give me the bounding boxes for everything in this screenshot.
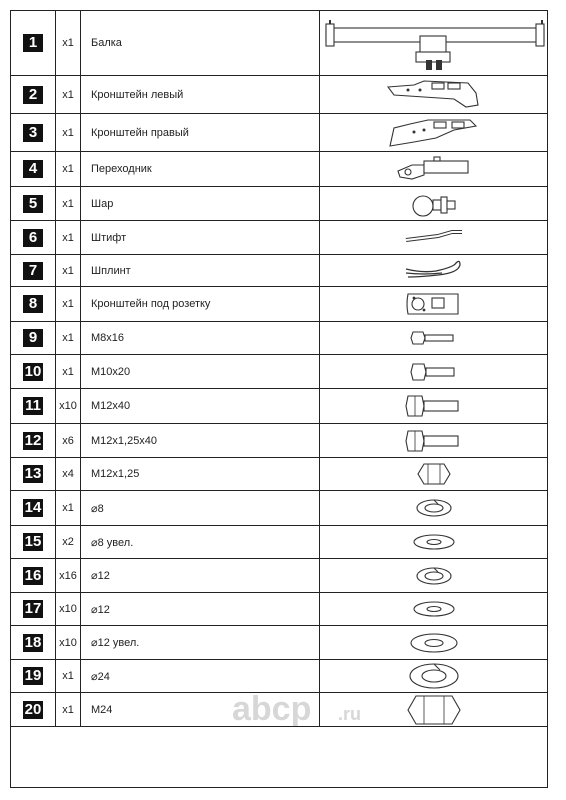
socket-bracket-icon (320, 290, 547, 318)
part-number-cell (11, 255, 56, 287)
part-name: M8x16 (81, 322, 320, 355)
part-image-cell (320, 322, 548, 355)
part-number: 12 (24, 431, 42, 449)
part-number: 16 (24, 566, 42, 584)
part-quantity: x10 (56, 389, 81, 424)
part-number: 18 (24, 633, 42, 651)
part-number-cell (11, 491, 56, 526)
part-name: M12x1,25x40 (81, 424, 320, 458)
part-number-cell (11, 114, 56, 152)
adapter-icon (320, 155, 547, 183)
part-number: 3 (23, 124, 43, 142)
part-number: 1 (23, 34, 43, 52)
part-quantity: x10 (56, 593, 81, 626)
part-name: ⌀12 увел. (81, 626, 320, 660)
cotter-pin-icon (320, 259, 547, 283)
part-name: Шар (81, 187, 320, 221)
part-number-cell (11, 424, 56, 458)
part-row (11, 355, 548, 389)
tow-bar-beam-icon (320, 14, 547, 72)
part-name: M24 (81, 693, 320, 727)
part-row (11, 11, 548, 76)
part-row (11, 187, 548, 221)
part-number-cell (11, 11, 56, 76)
spring-washer-icon (320, 498, 547, 518)
part-row (11, 389, 548, 424)
part-quantity: x1 (56, 221, 81, 255)
part-quantity: x1 (56, 152, 81, 187)
part-row (11, 152, 548, 187)
part-image-cell (320, 660, 548, 693)
part-row (11, 491, 548, 526)
part-row (11, 255, 548, 287)
spring-washer-large-icon (320, 661, 547, 691)
part-image-cell (320, 355, 548, 389)
part-number-cell (11, 559, 56, 593)
part-number: 20 (24, 700, 42, 718)
part-image-cell (320, 593, 548, 626)
part-quantity: x2 (56, 526, 81, 559)
part-quantity: x1 (56, 11, 81, 76)
part-quantity: x1 (56, 114, 81, 152)
part-row (11, 287, 548, 322)
part-quantity: x1 (56, 287, 81, 322)
part-image-cell (320, 76, 548, 114)
part-name: ⌀8 увел. (81, 526, 320, 559)
part-number-cell (11, 152, 56, 187)
part-quantity: x1 (56, 660, 81, 693)
part-name: Кронштейн левый (81, 76, 320, 114)
part-number-cell (11, 660, 56, 693)
part-name: Кронштейн под розетку (81, 287, 320, 322)
parts-table (10, 10, 548, 727)
hex-nut-icon (320, 462, 547, 486)
part-quantity: x1 (56, 322, 81, 355)
part-image-cell (320, 11, 548, 76)
part-number: 4 (23, 160, 43, 178)
part-quantity: x16 (56, 559, 81, 593)
part-number-cell (11, 322, 56, 355)
part-number-cell (11, 76, 56, 114)
part-row (11, 114, 548, 152)
part-name: M12x40 (81, 389, 320, 424)
part-number: 13 (24, 465, 42, 482)
part-number-cell (11, 389, 56, 424)
watermark-suffix: .ru (338, 704, 362, 724)
part-number: 8 (23, 295, 43, 313)
part-image-cell (320, 491, 548, 526)
part-number: 5 (23, 195, 43, 213)
part-image-cell (320, 114, 548, 152)
part-quantity: x10 (56, 626, 81, 660)
part-quantity: x4 (56, 458, 81, 491)
part-row (11, 660, 548, 693)
part-number-cell (11, 187, 56, 221)
part-row (11, 593, 548, 626)
flat-washer-icon (320, 600, 547, 618)
part-image-cell (320, 152, 548, 187)
flat-washer-large-icon (320, 632, 547, 654)
part-quantity: x1 (56, 255, 81, 287)
part-number-cell (11, 221, 56, 255)
part-number: 19 (24, 667, 42, 684)
bolt-large-icon (320, 393, 547, 419)
part-name: ⌀24 (81, 660, 320, 693)
part-image-cell (320, 458, 548, 491)
part-quantity: x6 (56, 424, 81, 458)
part-number-cell (11, 693, 56, 727)
part-number-cell (11, 287, 56, 322)
bolt-small-icon (320, 328, 547, 348)
part-quantity: x1 (56, 693, 81, 727)
part-quantity: x1 (56, 355, 81, 389)
watermark-brand: abcp (232, 690, 312, 726)
part-name: Кронштейн правый (81, 114, 320, 152)
spring-washer-icon (320, 566, 547, 586)
part-number: 2 (23, 86, 43, 104)
part-row (11, 424, 548, 458)
part-row (11, 626, 548, 660)
part-number: 10 (24, 362, 42, 380)
part-number: 9 (23, 329, 43, 347)
part-image-cell (320, 424, 548, 458)
bolt-medium-icon (320, 361, 547, 383)
part-number-cell (11, 355, 56, 389)
part-image-cell (320, 526, 548, 559)
part-image-cell (320, 389, 548, 424)
part-number-cell (11, 593, 56, 626)
part-quantity: x1 (56, 187, 81, 221)
part-image-cell (320, 287, 548, 322)
part-name: M12x1,25 (81, 458, 320, 491)
part-name: Шплинт (81, 255, 320, 287)
part-name: Штифт (81, 221, 320, 255)
flat-washer-icon (320, 533, 547, 551)
part-image-cell (320, 187, 548, 221)
part-name: ⌀12 (81, 559, 320, 593)
part-name: ⌀12 (81, 593, 320, 626)
part-quantity: x1 (56, 491, 81, 526)
left-bracket-icon (320, 79, 547, 111)
part-number: 7 (23, 262, 43, 280)
part-number: 6 (23, 229, 43, 247)
part-image-cell (320, 626, 548, 660)
part-name: Переходник (81, 152, 320, 187)
part-number: 14 (24, 499, 42, 516)
part-number-cell (11, 626, 56, 660)
right-bracket-icon (320, 116, 547, 150)
part-number-cell (11, 458, 56, 491)
part-number-cell (11, 526, 56, 559)
watermark-logo (232, 690, 372, 726)
part-name: ⌀8 (81, 491, 320, 526)
part-number: 15 (24, 533, 42, 550)
part-name: M10x20 (81, 355, 320, 389)
part-row (11, 458, 548, 491)
part-image-cell (320, 559, 548, 593)
part-quantity: x1 (56, 76, 81, 114)
part-image-cell (320, 255, 548, 287)
pin-icon (320, 228, 547, 248)
tow-ball-icon (320, 189, 547, 219)
part-number: 17 (24, 600, 42, 617)
part-number: 11 (23, 397, 43, 415)
part-image-cell (320, 221, 548, 255)
part-row (11, 322, 548, 355)
part-name: Балка (81, 11, 320, 76)
part-row (11, 221, 548, 255)
part-row (11, 559, 548, 593)
bolt-large-icon (320, 428, 547, 454)
part-row (11, 76, 548, 114)
part-row (11, 526, 548, 559)
